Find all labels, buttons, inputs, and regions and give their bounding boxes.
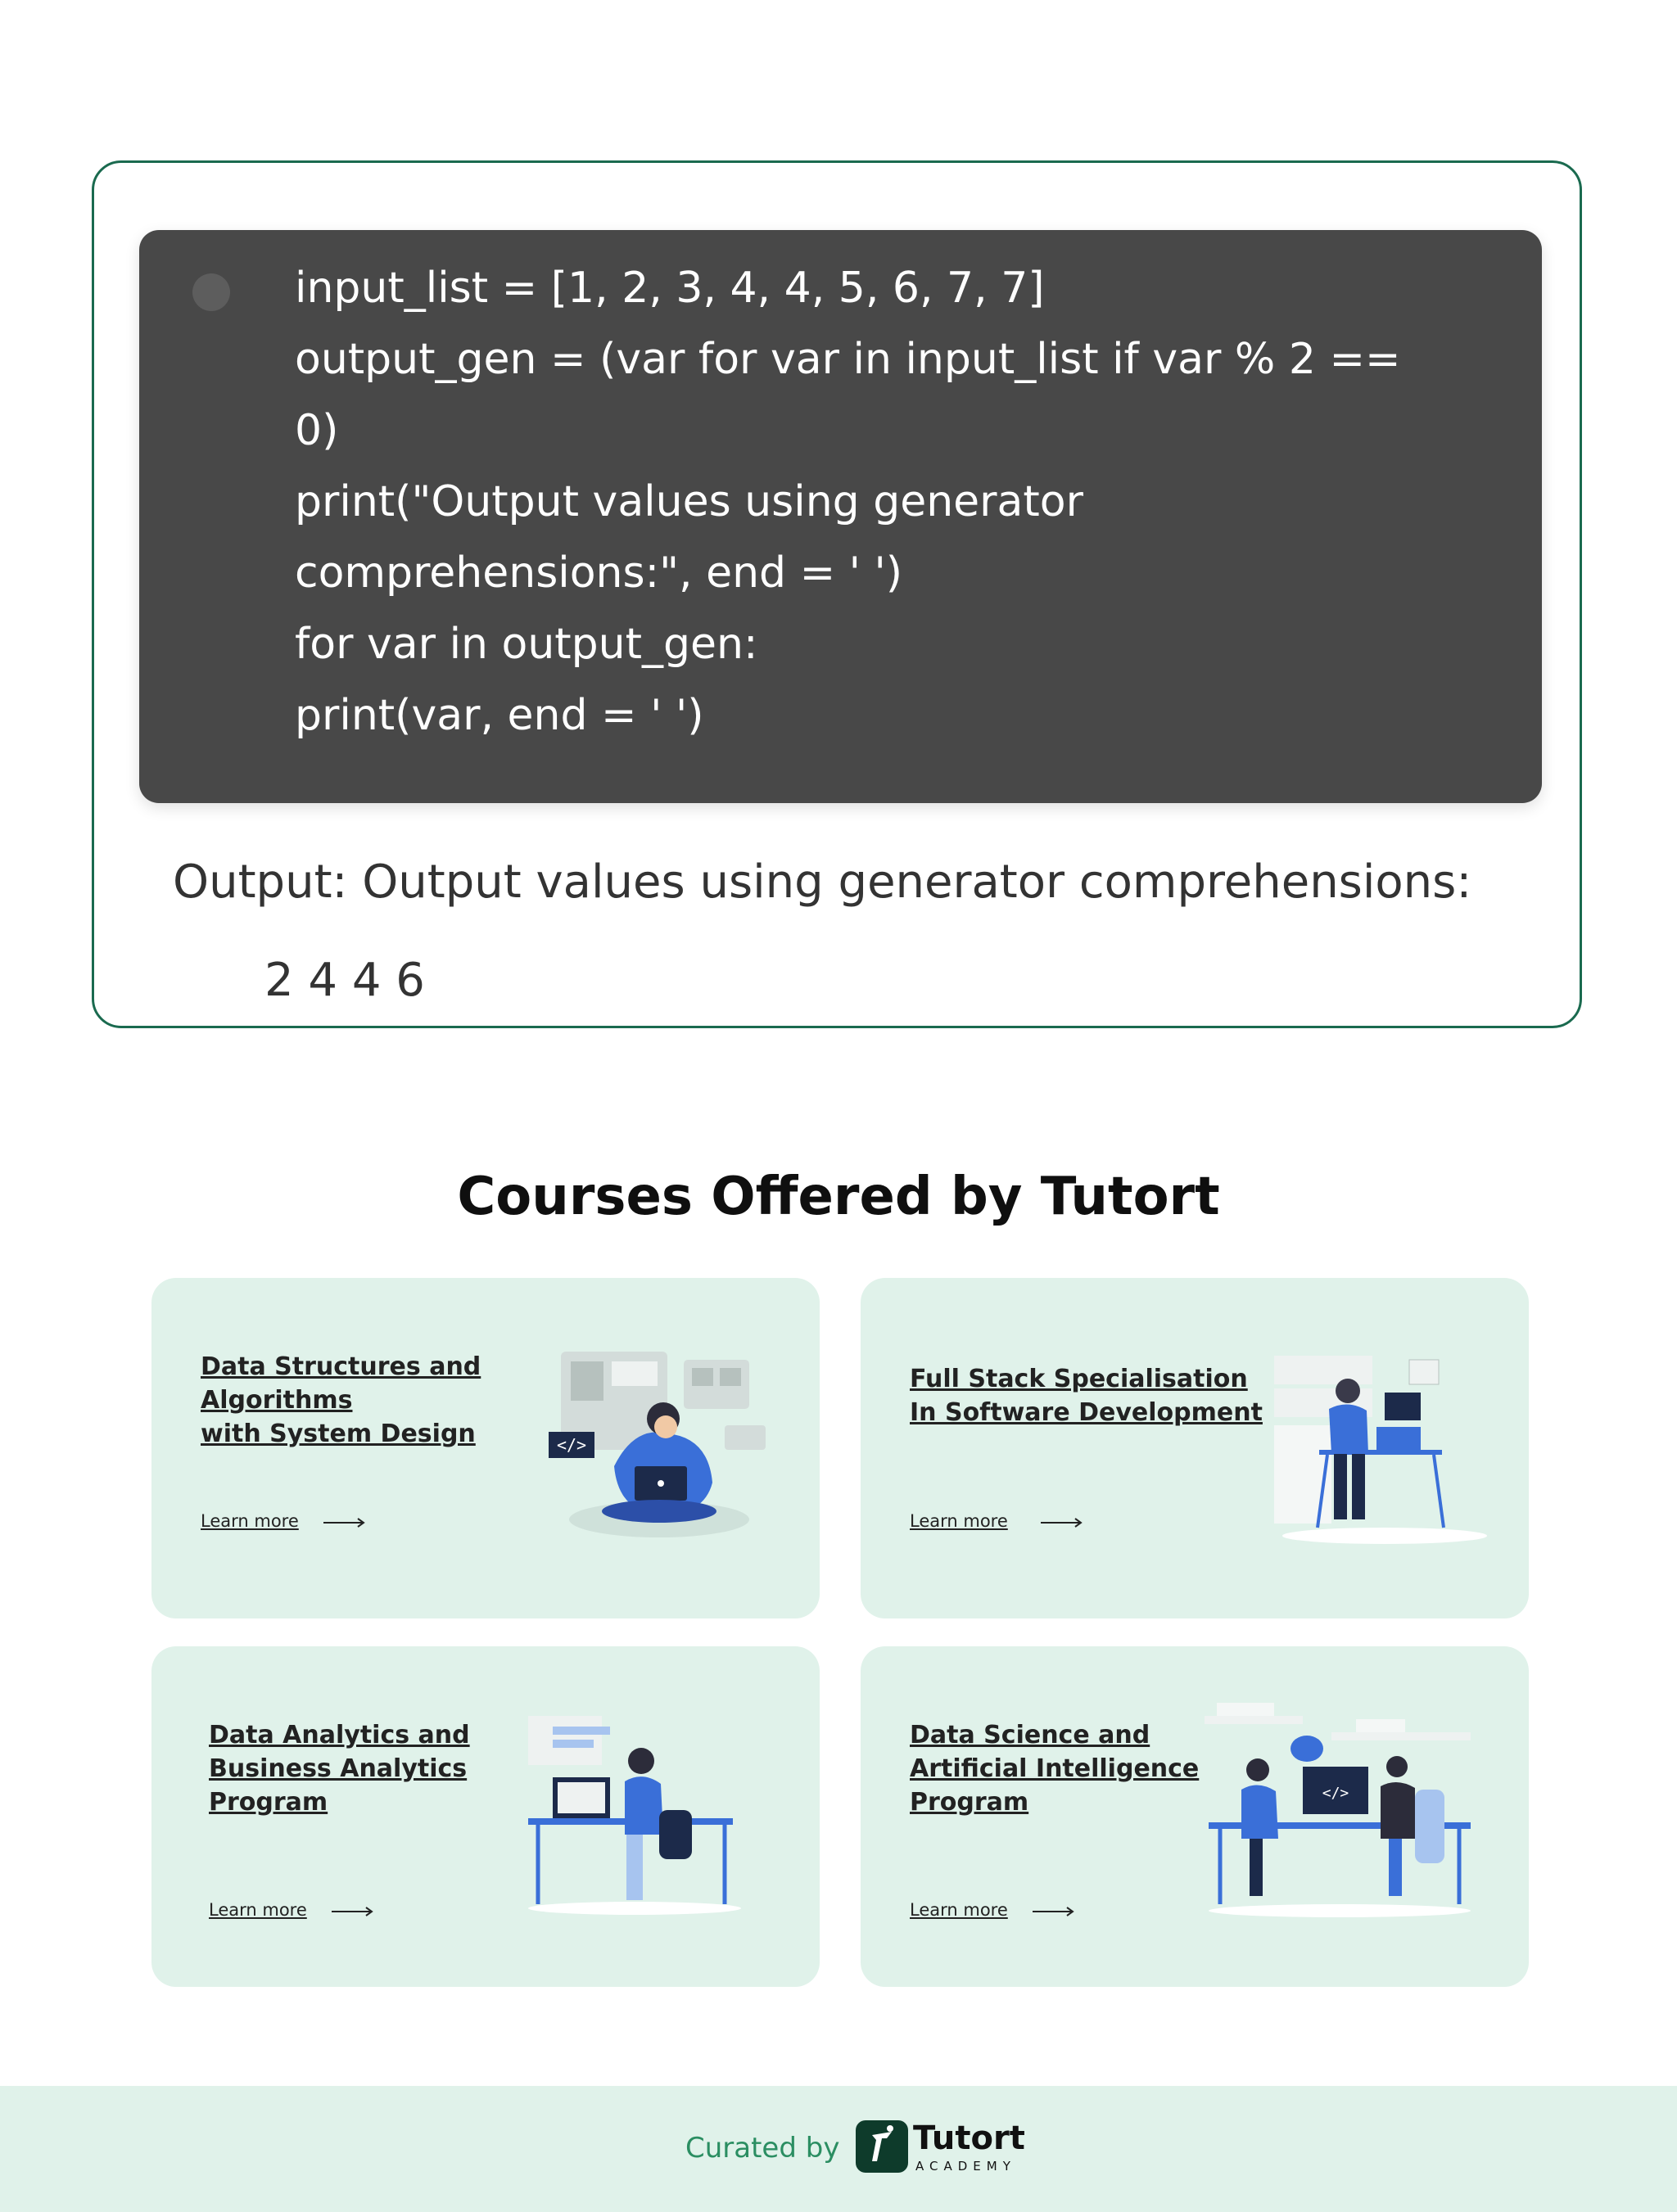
arrow-right-icon	[332, 1906, 374, 1917]
svg-text:</>: </>	[1322, 1785, 1349, 1802]
code-line: print("Output values using generator	[295, 477, 1083, 526]
svg-text:</>: </>	[556, 1435, 587, 1455]
footer	[0, 2086, 1677, 2212]
learn-more-link[interactable]: Learn more	[910, 1511, 1008, 1531]
code-line: print(var, end = ' ')	[295, 691, 704, 740]
code-example-frame	[92, 160, 1582, 1028]
code-block	[139, 230, 1542, 803]
code-line: 0)	[295, 406, 339, 455]
arrow-right-icon	[323, 1517, 366, 1528]
code-line: for var in output_gen:	[295, 620, 758, 669]
brand-name: Tutort	[913, 2119, 1025, 2157]
code-lines	[295, 253, 1490, 752]
course-title-line: Data Analytics and	[209, 1721, 470, 1749]
developer-at-desk-illustration	[1270, 1352, 1491, 1548]
learn-more-link[interactable]: Learn more	[209, 1900, 307, 1920]
course-card-full-stack[interactable]	[861, 1278, 1529, 1618]
course-title-line: Program	[910, 1788, 1029, 1817]
course-card-dsa[interactable]	[151, 1278, 820, 1618]
learn-more-link[interactable]: Learn more	[910, 1900, 1008, 1920]
courses-section-title: Courses Offered by Tutort	[457, 1167, 1220, 1227]
course-title-line: with System Design	[201, 1420, 476, 1448]
arrow-right-icon	[1033, 1906, 1075, 1917]
curated-by-label: Curated by	[685, 2132, 840, 2165]
course-title-line: In Software Development	[910, 1398, 1263, 1427]
course-title-line: Data Science and	[910, 1721, 1150, 1749]
code-bullet-dot	[192, 273, 230, 311]
course-title-line: Algorithms	[201, 1386, 353, 1415]
course-card-title[interactable]	[910, 1718, 1199, 1819]
tutort-logo-icon	[856, 2120, 908, 2173]
course-card-data-science[interactable]	[861, 1646, 1529, 1987]
course-card-title[interactable]	[910, 1362, 1263, 1429]
course-card-title[interactable]	[209, 1718, 470, 1819]
learn-more-link[interactable]: Learn more	[201, 1511, 299, 1531]
code-line: input_list = [1, 2, 3, 4, 4, 5, 6, 7, 7]	[295, 264, 1045, 313]
brand-subtitle: ACADEMY	[915, 2159, 1016, 2174]
course-title-line: Data Structures and	[201, 1352, 481, 1381]
two-people-at-desk-illustration	[1200, 1700, 1479, 1921]
output-section	[173, 849, 1565, 1007]
code-line: comprehensions:", end = ' ')	[295, 548, 903, 598]
course-title-line: Full Stack Specialisation	[910, 1365, 1248, 1393]
course-card-title[interactable]	[201, 1350, 481, 1451]
analyst-at-desk-illustration	[520, 1712, 749, 1916]
arrow-right-icon	[1041, 1517, 1083, 1528]
output-label: Output: Output values using generator comprehensions:	[173, 855, 1472, 909]
code-line: output_gen = (var for var in input_list if var % 2 ==	[295, 335, 1401, 384]
course-card-data-analytics[interactable]	[151, 1646, 820, 1987]
output-values: 2 4 4 6	[264, 954, 425, 1007]
course-title-line: Artificial Intelligence	[910, 1754, 1200, 1783]
course-title-line: Program	[209, 1788, 328, 1817]
course-title-line: Business Analytics	[209, 1754, 468, 1783]
person-with-laptop-illustration	[536, 1343, 782, 1548]
